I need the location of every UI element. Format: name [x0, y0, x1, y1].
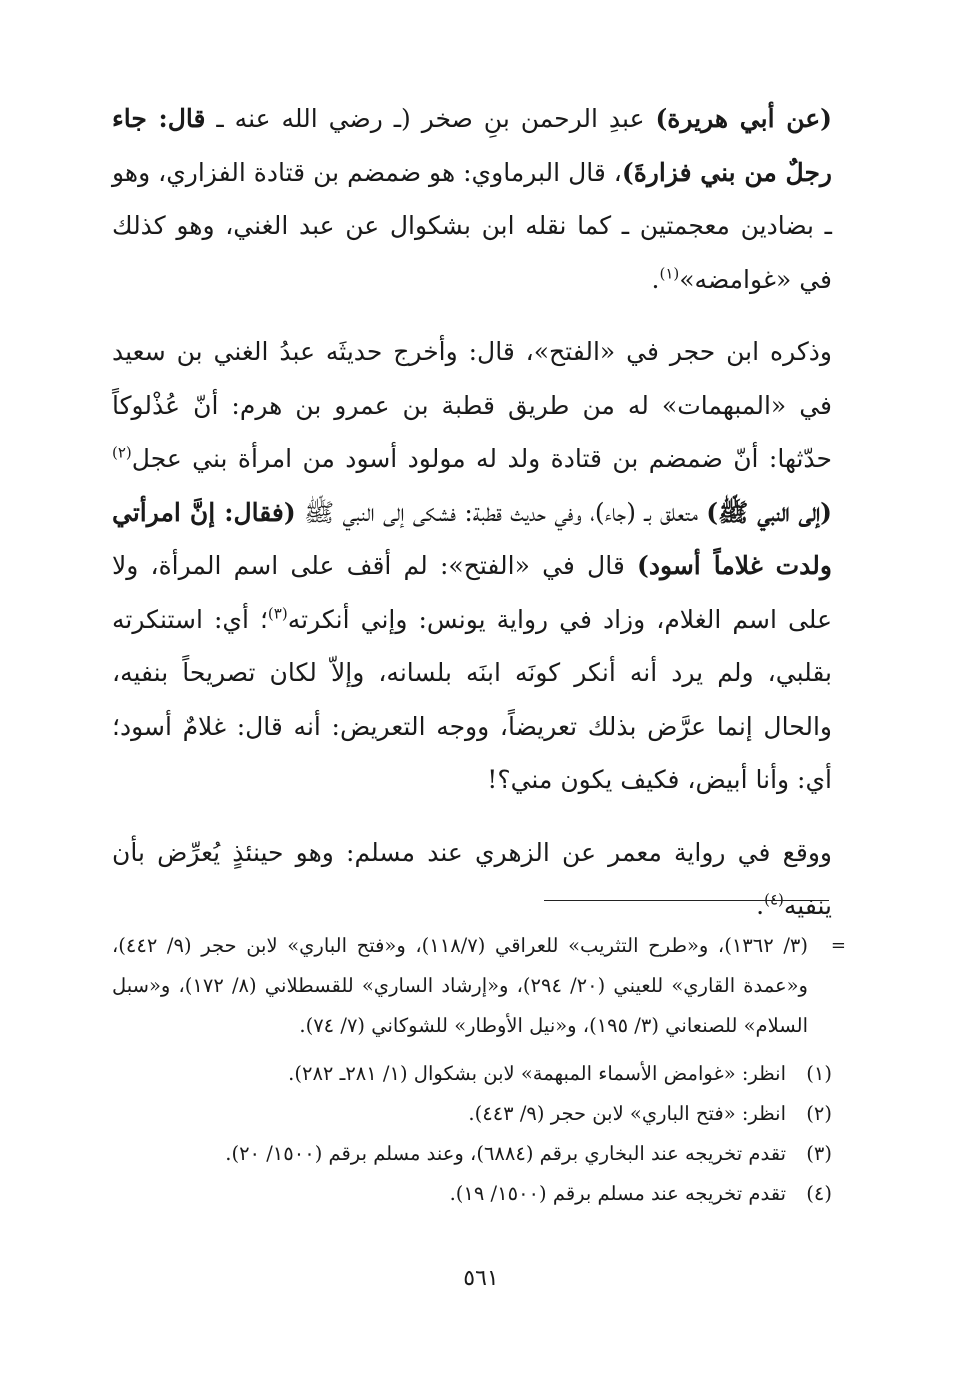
footnote-item	[112, 1094, 832, 1134]
main-text	[112, 92, 832, 933]
paragraph-2-text-5: ؛ أي: استنكرته بقلبي، ولم يرد أنه أنكر كونَه ابنَه بلسانه، وإلاّ لكان تصريحاً بنفيه، والحال إنما عرَّض بذلك تعريضاً، ووجه التعريض: أنه قال: غلامٌ أسود؛ أي: وأنا أبيض، فكيف يكون مني؟!	[112, 604, 832, 794]
paragraph-2-bold-2: (فقال: إنَّ امرأتي ولدت غلاماً أسود)	[112, 497, 832, 580]
footnotes	[112, 926, 846, 1214]
footnote-item	[112, 1054, 832, 1094]
footnote-text: تقدم تخريجه عند مسلم برقم (١٥٠٠/ ١٩).	[449, 1182, 786, 1205]
paragraph-3	[112, 826, 832, 933]
paragraph-3-text-1: ووقع في رواية معمر عن الزهري عند مسلم: وهو حينئذٍ يُعرِّض بأن ينفيه	[112, 837, 832, 920]
paragraph-3-text-2: .	[756, 891, 765, 920]
footnote-number: (١)	[806, 1062, 832, 1085]
paragraph-2-text-4: قال في «الفتح»: لم أقف على اسم المرأة، ولا على اسم الغلام، وزاد في رواية يونس: وإني أنكرته	[112, 551, 832, 634]
footnote-item	[112, 1134, 832, 1174]
paragraph-2	[112, 325, 832, 807]
footnote-ref-2: (٢)	[112, 443, 132, 462]
paragraph-1-bold-2: قال: جاء رجلٌ من بني فزارةَ)	[112, 104, 832, 187]
footnote-ref-3: (٣)	[267, 604, 288, 623]
footnote-ref-1: (١)	[659, 264, 680, 283]
page-number: ٥٦١	[463, 1266, 499, 1291]
footnote-text: انظر: «غوامض الأسماء المبهمة» لابن بشكوال (١/ ٢٨١ـ ٢٨٢).	[288, 1062, 786, 1085]
paragraph-1-text-2: ، قال البرماوي: هو ضمضم بن قتادة الفزاري، وهو ـ بضادين معجمتين ـ كما نقله ابن بشكوال عن عبد الغني، وهو كذلك في «غوامضه»	[112, 157, 832, 294]
footnote-continuation	[112, 926, 846, 1046]
footnote-text: تقدم تخريجه عند البخاري برقم (٦٨٨٤)، وعند مسلم برقم (١٥٠٠/ ٢٠).	[225, 1142, 786, 1165]
paragraph-2-text-1: وذكره ابن حجر في «الفتح»، قال: وأخرج حديثَه عبدُ الغني بن سعيد في «المبهمات» له من طريق قطبة بن عمرو بن هرم: أنّ عُذْلوكاً حدّثها: أنّ ضمضم بن قتادة ولد له مولود أسود من امرأة بني عجل	[112, 337, 832, 473]
paragraph-1	[112, 92, 832, 306]
footnote-text: انظر: «فتح الباري» لابن حجر (٩/ ٤٤٣).	[468, 1102, 786, 1125]
paragraph-1-text-1: عبدِ الرحمن بنِ صخر (ـ رضي الله عنه ـ	[205, 104, 656, 133]
footnote-number: (٤)	[806, 1182, 832, 1205]
footnote-number: (٣)	[806, 1142, 832, 1165]
continuation-mark: =	[830, 935, 846, 956]
paragraph-1-bold-1: (عن أبي هريرة)	[655, 104, 832, 133]
footnote-number: (٢)	[806, 1102, 832, 1125]
paragraph-2-bold-1: (إلى النبي ﷺ)	[706, 497, 832, 527]
footnote-item	[112, 1174, 832, 1214]
footnote-separator	[544, 900, 829, 901]
footnote-continuation-text: (٣/ ١٣٦٢)، و«طرح التثريب» للعراقي (١١٨/٧)، و«فتح الباري» لابن حجر (٩/ ٤٤٢)، و«عمدة القاري» للعيني (٢٠/ ٢٩٤)، و«إرشاد الساري» للقسطلاني (٨/ ١٧٢)، و«سبل السلام» للصنعاني (٣/ ١٩٥)، و«نيل الأوطار» للشوكاني (٧/ ٧٤).	[112, 934, 809, 1037]
paragraph-2-text-3: متعلق بـ (جاء)، وفي حديث قطبة: فشكى إلى النبي ﷺ	[295, 497, 707, 527]
paragraph-1-text-3: .	[651, 264, 660, 294]
footnote-list	[112, 1054, 832, 1214]
footnote-ref-4: (٤)	[764, 890, 784, 909]
